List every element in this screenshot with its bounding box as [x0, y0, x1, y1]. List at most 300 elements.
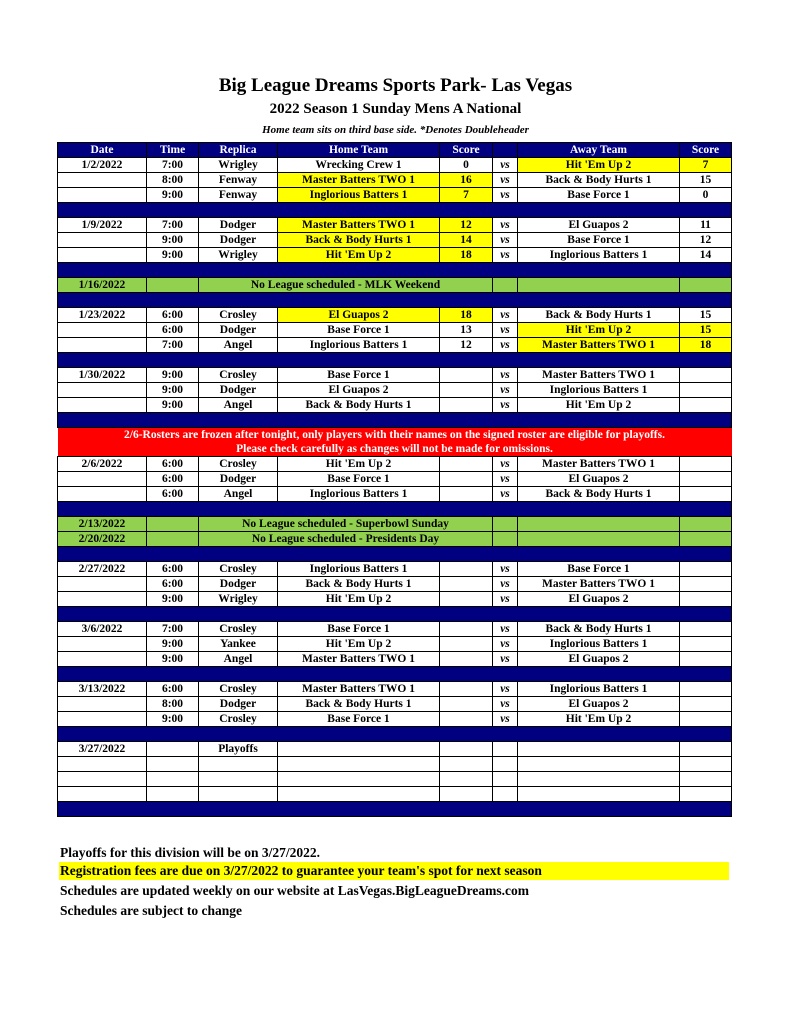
home-team-cell: Inglorious Batters 1 — [278, 338, 440, 353]
home-team-cell — [278, 772, 440, 787]
replica-field-cell: Crosley — [199, 712, 278, 727]
date-cell — [58, 398, 147, 413]
separator-row — [58, 293, 732, 308]
footer-change-note: Schedules are subject to change — [60, 903, 242, 918]
away-score-cell — [680, 757, 732, 772]
home-score-cell: 16 — [440, 173, 493, 188]
away-team-cell: El Guapos 2 — [518, 652, 680, 667]
away-team-cell: Base Force 1 — [518, 233, 680, 248]
separator-row — [58, 263, 732, 278]
home-team-cell: Hit 'Em Up 2 — [278, 457, 440, 472]
date-cell: 1/16/2022 — [58, 278, 147, 293]
replica-field-cell — [199, 787, 278, 802]
replica-field-cell: Yankee — [199, 637, 278, 652]
away-score-cell — [680, 712, 732, 727]
replica-field-cell: Dodger — [199, 218, 278, 233]
date-cell — [58, 757, 147, 772]
schedule-table — [57, 142, 732, 817]
col-header-vs — [493, 143, 518, 158]
time-cell: 9:00 — [147, 712, 199, 727]
date-cell — [58, 383, 147, 398]
no-league-row — [58, 278, 732, 293]
home-score-cell: 0 — [440, 158, 493, 173]
date-cell — [58, 712, 147, 727]
empty-cell — [680, 532, 732, 547]
page-subtitle: 2022 Season 1 Sunday Mens A National — [269, 101, 522, 117]
empty-cell — [518, 517, 680, 532]
away-team-cell: Inglorious Batters 1 — [518, 383, 680, 398]
no-league-text: No League scheduled - MLK Weekend — [199, 278, 493, 293]
col-header-away-score: Score — [680, 143, 732, 158]
home-team-cell: Back & Body Hurts 1 — [278, 233, 440, 248]
replica-field-cell: Angel — [199, 398, 278, 413]
home-team-cell: Base Force 1 — [278, 323, 440, 338]
date-cell: 2/20/2022 — [58, 532, 147, 547]
game-row — [58, 173, 732, 188]
separator-row — [58, 353, 732, 368]
vs-cell: vs — [493, 158, 518, 173]
home-team-cell: Inglorious Batters 1 — [278, 487, 440, 502]
col-header-time: Time — [147, 143, 199, 158]
vs-cell: vs — [493, 637, 518, 652]
game-row — [58, 622, 732, 637]
time-cell: 7:00 — [147, 158, 199, 173]
replica-field-cell: Wrigley — [199, 592, 278, 607]
vs-cell: vs — [493, 487, 518, 502]
home-score-cell: 13 — [440, 323, 493, 338]
time-cell: 9:00 — [147, 368, 199, 383]
time-cell: 6:00 — [147, 487, 199, 502]
date-cell: 1/23/2022 — [58, 308, 147, 323]
time-cell: 6:00 — [147, 323, 199, 338]
time-cell: 6:00 — [147, 562, 199, 577]
home-score-cell — [440, 487, 493, 502]
replica-field-cell: Crosley — [199, 368, 278, 383]
col-header-home-score: Score — [440, 143, 493, 158]
footer-playoffs-note: Playoffs for this division will be on 3/27/2022. — [60, 845, 321, 860]
away-team-cell: Inglorious Batters 1 — [518, 682, 680, 697]
time-cell: 7:00 — [147, 218, 199, 233]
empty-cell — [680, 517, 732, 532]
game-row — [58, 218, 732, 233]
date-cell: 2/13/2022 — [58, 517, 147, 532]
away-team-cell: Hit 'Em Up 2 — [518, 158, 680, 173]
home-score-cell — [440, 787, 493, 802]
away-score-cell: 15 — [680, 173, 732, 188]
home-team-cell: Base Force 1 — [278, 472, 440, 487]
away-score-cell — [680, 398, 732, 413]
date-cell — [58, 787, 147, 802]
away-team-cell — [518, 742, 680, 757]
away-score-cell: 7 — [680, 158, 732, 173]
away-score-cell — [680, 682, 732, 697]
replica-field-cell: Dodger — [199, 697, 278, 712]
away-team-cell: Base Force 1 — [518, 188, 680, 203]
game-row — [58, 562, 732, 577]
date-cell — [58, 697, 147, 712]
vs-cell: vs — [493, 622, 518, 637]
vs-cell: vs — [493, 323, 518, 338]
time-cell — [147, 772, 199, 787]
home-score-cell: 7 — [440, 188, 493, 203]
date-cell — [58, 772, 147, 787]
replica-field-cell: Wrigley — [199, 158, 278, 173]
away-team-cell: Master Batters TWO 1 — [518, 577, 680, 592]
away-score-cell — [680, 577, 732, 592]
game-row — [58, 323, 732, 338]
replica-field-cell: Crosley — [199, 562, 278, 577]
away-score-cell: 12 — [680, 233, 732, 248]
time-cell: 8:00 — [147, 173, 199, 188]
date-cell — [58, 248, 147, 263]
separator-row — [58, 667, 732, 682]
time-cell: 6:00 — [147, 577, 199, 592]
game-row — [58, 637, 732, 652]
away-score-cell — [680, 457, 732, 472]
game-row — [58, 577, 732, 592]
replica-field-cell: Angel — [199, 652, 278, 667]
replica-field-cell: Playoffs — [199, 742, 278, 757]
home-team-cell: Inglorious Batters 1 — [278, 562, 440, 577]
time-cell: 6:00 — [147, 682, 199, 697]
home-score-cell — [440, 577, 493, 592]
replica-field-cell — [199, 772, 278, 787]
empty-cell — [518, 278, 680, 293]
date-cell — [58, 652, 147, 667]
home-score-cell — [440, 712, 493, 727]
home-team-cell: Back & Body Hurts 1 — [278, 697, 440, 712]
separator-cell — [58, 667, 732, 682]
separator-cell — [58, 502, 732, 517]
separator-row — [58, 547, 732, 562]
game-row — [58, 158, 732, 173]
home-team-cell: Master Batters TWO 1 — [278, 218, 440, 233]
vs-cell: vs — [493, 188, 518, 203]
separator-row — [58, 802, 732, 817]
away-team-cell: Back & Body Hurts 1 — [518, 622, 680, 637]
time-cell: 9:00 — [147, 652, 199, 667]
date-cell — [58, 323, 147, 338]
empty-cell — [147, 278, 199, 293]
away-score-cell: 15 — [680, 323, 732, 338]
away-team-cell: Master Batters TWO 1 — [518, 368, 680, 383]
away-score-cell — [680, 622, 732, 637]
home-score-cell — [440, 682, 493, 697]
home-team-cell: Back & Body Hurts 1 — [278, 398, 440, 413]
game-row — [58, 233, 732, 248]
home-team-cell — [278, 742, 440, 757]
no-league-row — [58, 532, 732, 547]
time-cell: 8:00 — [147, 697, 199, 712]
time-cell — [147, 787, 199, 802]
away-score-cell: 11 — [680, 218, 732, 233]
home-score-cell — [440, 398, 493, 413]
date-cell — [58, 233, 147, 248]
date-cell: 3/27/2022 — [58, 742, 147, 757]
time-cell — [147, 742, 199, 757]
separator-cell — [58, 293, 732, 308]
separator-cell — [58, 203, 732, 218]
game-row — [58, 712, 732, 727]
away-score-cell — [680, 637, 732, 652]
away-score-cell — [680, 383, 732, 398]
vs-cell: vs — [493, 248, 518, 263]
away-team-cell: Back & Body Hurts 1 — [518, 487, 680, 502]
home-team-cell: Base Force 1 — [278, 712, 440, 727]
home-team-cell: Base Force 1 — [278, 622, 440, 637]
replica-field-cell: Crosley — [199, 308, 278, 323]
away-score-cell — [680, 697, 732, 712]
away-team-cell: El Guapos 2 — [518, 592, 680, 607]
away-team-cell: Inglorious Batters 1 — [518, 637, 680, 652]
away-team-cell: El Guapos 2 — [518, 218, 680, 233]
replica-field-cell: Dodger — [199, 383, 278, 398]
separator-row — [58, 607, 732, 622]
home-team-cell: Hit 'Em Up 2 — [278, 248, 440, 263]
game-row — [58, 592, 732, 607]
away-team-cell — [518, 757, 680, 772]
date-cell: 1/2/2022 — [58, 158, 147, 173]
vs-cell: vs — [493, 592, 518, 607]
replica-field-cell: Crosley — [199, 622, 278, 637]
separator-row — [58, 727, 732, 742]
separator-cell — [58, 547, 732, 562]
roster-alert-line-2: Please check carefully as changes will not be made for omissions. — [236, 443, 553, 455]
date-cell — [58, 472, 147, 487]
away-team-cell: Base Force 1 — [518, 562, 680, 577]
home-score-cell — [440, 368, 493, 383]
home-team-cell: Master Batters TWO 1 — [278, 173, 440, 188]
vs-cell — [493, 757, 518, 772]
roster-alert-cell — [58, 428, 732, 457]
away-team-cell: Back & Body Hurts 1 — [518, 173, 680, 188]
away-team-cell — [518, 772, 680, 787]
separator-row — [58, 413, 732, 428]
time-cell: 6:00 — [147, 457, 199, 472]
home-team-cell: Master Batters TWO 1 — [278, 652, 440, 667]
vs-cell: vs — [493, 368, 518, 383]
vs-cell: vs — [493, 383, 518, 398]
away-score-cell: 14 — [680, 248, 732, 263]
vs-cell: vs — [493, 682, 518, 697]
home-score-cell — [440, 772, 493, 787]
vs-cell: vs — [493, 173, 518, 188]
replica-field-cell: Crosley — [199, 457, 278, 472]
home-score-cell — [440, 457, 493, 472]
away-team-cell — [518, 787, 680, 802]
col-header-away-team: Away Team — [518, 143, 680, 158]
date-cell — [58, 592, 147, 607]
date-cell: 2/6/2022 — [58, 457, 147, 472]
away-team-cell: Hit 'Em Up 2 — [518, 323, 680, 338]
empty-cell — [147, 517, 199, 532]
date-cell: 3/6/2022 — [58, 622, 147, 637]
game-row — [58, 682, 732, 697]
home-score-cell — [440, 637, 493, 652]
home-score-cell — [440, 622, 493, 637]
separator-cell — [58, 607, 732, 622]
empty-cell — [680, 278, 732, 293]
away-score-cell: 18 — [680, 338, 732, 353]
game-row — [58, 398, 732, 413]
replica-field-cell: Fenway — [199, 173, 278, 188]
replica-field-cell — [199, 757, 278, 772]
game-row — [58, 697, 732, 712]
date-cell — [58, 577, 147, 592]
date-cell: 2/27/2022 — [58, 562, 147, 577]
col-header-date: Date — [58, 143, 147, 158]
separator-row — [58, 203, 732, 218]
home-team-cell: Hit 'Em Up 2 — [278, 592, 440, 607]
home-team-cell: Back & Body Hurts 1 — [278, 577, 440, 592]
game-row — [58, 757, 732, 772]
home-team-cell: Inglorious Batters 1 — [278, 188, 440, 203]
time-cell: 9:00 — [147, 248, 199, 263]
home-score-cell: 18 — [440, 308, 493, 323]
home-score-cell — [440, 742, 493, 757]
vs-cell: vs — [493, 712, 518, 727]
replica-field-cell: Dodger — [199, 323, 278, 338]
col-header-replica: Replica — [199, 143, 278, 158]
empty-cell — [147, 532, 199, 547]
away-team-cell: Back & Body Hurts 1 — [518, 308, 680, 323]
away-score-cell: 0 — [680, 188, 732, 203]
date-cell: 3/13/2022 — [58, 682, 147, 697]
time-cell: 7:00 — [147, 338, 199, 353]
game-row — [58, 472, 732, 487]
time-cell: 6:00 — [147, 308, 199, 323]
away-score-cell — [680, 592, 732, 607]
home-team-cell — [278, 787, 440, 802]
empty-cell — [518, 532, 680, 547]
time-cell: 9:00 — [147, 233, 199, 248]
empty-cell — [493, 532, 518, 547]
replica-field-cell: Dodger — [199, 577, 278, 592]
vs-cell: vs — [493, 577, 518, 592]
game-row — [58, 308, 732, 323]
game-row — [58, 188, 732, 203]
separator-cell — [58, 802, 732, 817]
home-team-cell: Wrecking Crew 1 — [278, 158, 440, 173]
vs-cell: vs — [493, 652, 518, 667]
vs-cell: vs — [493, 562, 518, 577]
away-score-cell — [680, 652, 732, 667]
home-score-cell: 12 — [440, 338, 493, 353]
date-cell — [58, 637, 147, 652]
col-header-home-team: Home Team — [278, 143, 440, 158]
away-team-cell: Master Batters TWO 1 — [518, 338, 680, 353]
away-score-cell — [680, 562, 732, 577]
time-cell: 7:00 — [147, 622, 199, 637]
away-team-cell: El Guapos 2 — [518, 697, 680, 712]
no-league-text: No League scheduled - Presidents Day — [199, 532, 493, 547]
page-note: Home team sits on third base side. *Denotes Doubleheader — [262, 124, 529, 136]
footer-registration-note: Registration fees are due on 3/27/2022 to guarantee your team's spot for next season — [59, 862, 729, 880]
vs-cell: vs — [493, 697, 518, 712]
home-team-cell — [278, 757, 440, 772]
vs-cell — [493, 742, 518, 757]
game-row — [58, 383, 732, 398]
vs-cell: vs — [493, 233, 518, 248]
roster-alert-line-1: 2/6-Rosters are frozen after tonight, only players with their names on the signed roster are eligible for playoffs. — [124, 429, 665, 441]
home-score-cell — [440, 652, 493, 667]
vs-cell — [493, 787, 518, 802]
replica-field-cell: Dodger — [199, 472, 278, 487]
time-cell: 9:00 — [147, 188, 199, 203]
home-team-cell: Master Batters TWO 1 — [278, 682, 440, 697]
page-title: Big League Dreams Sports Park- Las Vegas — [218, 75, 573, 96]
home-score-cell — [440, 383, 493, 398]
home-team-cell: Hit 'Em Up 2 — [278, 637, 440, 652]
game-row — [58, 487, 732, 502]
away-score-cell — [680, 772, 732, 787]
vs-cell: vs — [493, 472, 518, 487]
replica-field-cell: Crosley — [199, 682, 278, 697]
time-cell: 9:00 — [147, 592, 199, 607]
separator-row — [58, 502, 732, 517]
home-team-cell: Base Force 1 — [278, 368, 440, 383]
game-row — [58, 742, 732, 757]
game-row — [58, 787, 732, 802]
no-league-row — [58, 517, 732, 532]
home-score-cell — [440, 697, 493, 712]
game-row — [58, 772, 732, 787]
replica-field-cell: Dodger — [199, 233, 278, 248]
game-row — [58, 248, 732, 263]
no-league-text: No League scheduled - Superbowl Sunday — [199, 517, 493, 532]
date-cell — [58, 188, 147, 203]
away-team-cell: Inglorious Batters 1 — [518, 248, 680, 263]
date-cell — [58, 487, 147, 502]
separator-cell — [58, 353, 732, 368]
vs-cell: vs — [493, 457, 518, 472]
separator-cell — [58, 727, 732, 742]
time-cell: 9:00 — [147, 637, 199, 652]
footer-website-note: Schedules are updated weekly on our website at LasVegas.BigLeagueDreams.com — [60, 883, 530, 898]
vs-cell: vs — [493, 308, 518, 323]
time-cell: 9:00 — [147, 383, 199, 398]
time-cell: 9:00 — [147, 398, 199, 413]
date-cell: 1/30/2022 — [58, 368, 147, 383]
away-team-cell: Hit 'Em Up 2 — [518, 712, 680, 727]
roster-alert-row — [58, 428, 732, 457]
date-cell — [58, 338, 147, 353]
vs-cell — [493, 772, 518, 787]
away-score-cell: 15 — [680, 308, 732, 323]
home-score-cell: 14 — [440, 233, 493, 248]
replica-field-cell: Angel — [199, 338, 278, 353]
game-row — [58, 338, 732, 353]
home-score-cell: 12 — [440, 218, 493, 233]
date-cell — [58, 173, 147, 188]
home-team-cell: El Guapos 2 — [278, 308, 440, 323]
vs-cell: vs — [493, 398, 518, 413]
away-score-cell — [680, 787, 732, 802]
away-score-cell — [680, 472, 732, 487]
home-score-cell — [440, 472, 493, 487]
time-cell — [147, 757, 199, 772]
home-score-cell — [440, 592, 493, 607]
replica-field-cell: Wrigley — [199, 248, 278, 263]
home-score-cell — [440, 562, 493, 577]
home-team-cell: El Guapos 2 — [278, 383, 440, 398]
separator-cell — [58, 413, 732, 428]
away-team-cell: El Guapos 2 — [518, 472, 680, 487]
vs-cell: vs — [493, 338, 518, 353]
table-header-row — [58, 143, 732, 158]
replica-field-cell: Fenway — [199, 188, 278, 203]
home-score-cell: 18 — [440, 248, 493, 263]
